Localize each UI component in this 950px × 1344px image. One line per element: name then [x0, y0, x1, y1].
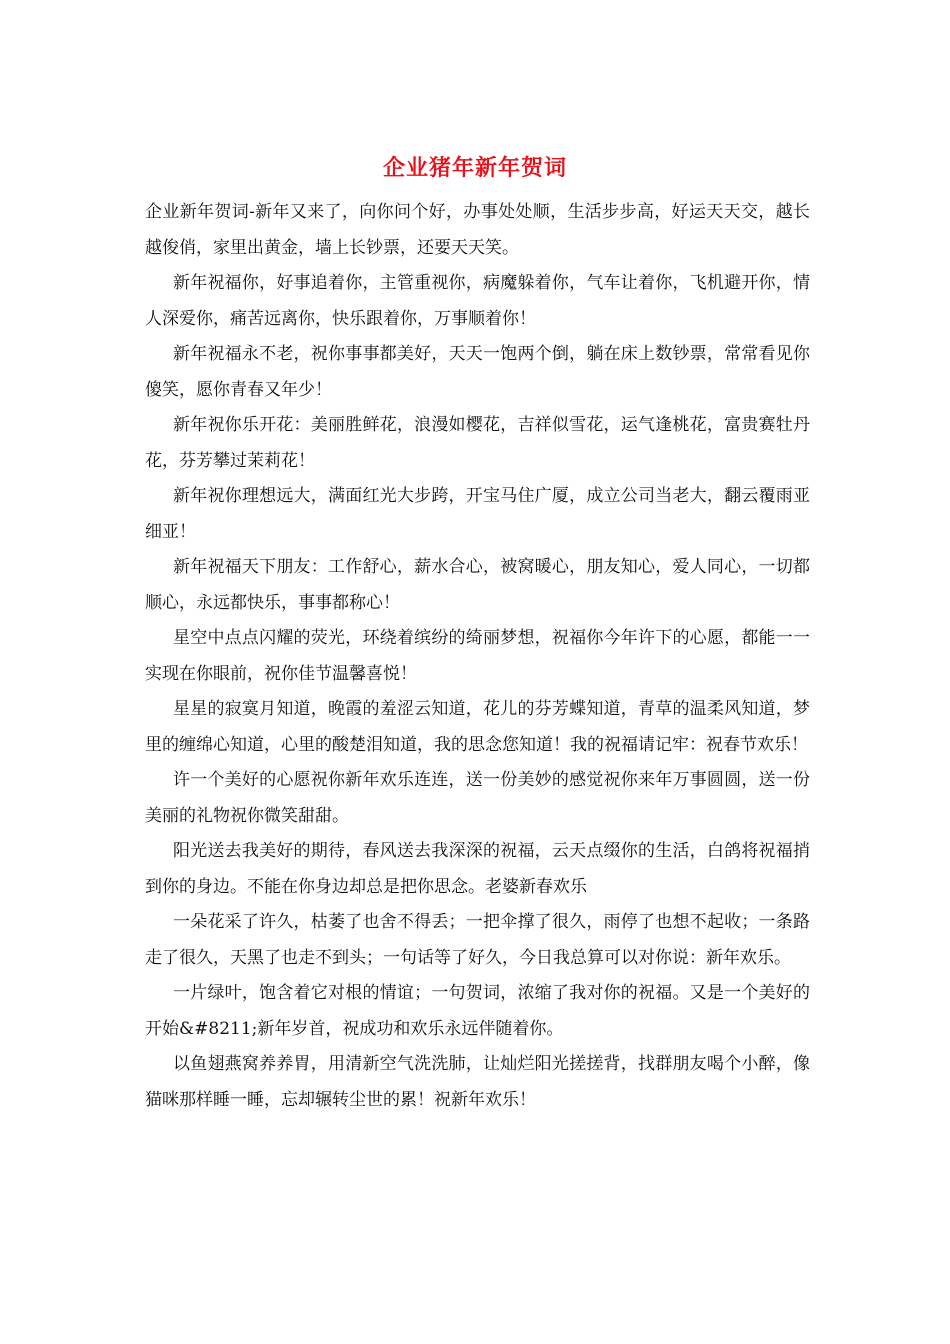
paragraph-10: 阳光送去我美好的期待，春风送去我深深的祝福，云天点缀你的生活，白鸽将祝福捎到你的身边。不能在你身边却总是把你思念。老婆新春欢乐: [145, 841, 810, 897]
paragraph-11: 一朵花采了许久，枯萎了也舍不得丢；一把伞撑了很久，雨停了也想不起收；一条路走了很久，天黑了也走不到头；一句话等了好久，今日我总算可以对你说：新年欢乐。: [145, 912, 810, 968]
paragraph-4: 新年祝你乐开花：美丽胜鲜花，浪漫如樱花，吉祥似雪花，运气逢桃花，富贵赛牡丹花，芬芳攀过茉莉花！: [145, 415, 810, 471]
document-title: 企业猪年新年贺词: [382, 155, 567, 181]
paragraph-6: 新年祝福天下朋友：工作舒心，薪水合心，被窝暖心，朋友知心，爱人同心，一切都顺心，永远都快乐，事事都称心！: [145, 557, 810, 613]
paragraph-13: 以鱼翅燕窝养养胃，用清新空气洗洗肺，让灿烂阳光搓搓背，找群朋友喝个小醉，像猫咪那样睡一睡，忘却辗转尘世的累！祝新年欢乐！: [145, 1054, 810, 1110]
paragraph-7: 星空中点点闪耀的荧光，环绕着缤纷的绮丽梦想，祝福你今年许下的心愿，都能一一实现在你眼前，祝你佳节温馨喜悦！: [145, 628, 810, 684]
paragraph-3: 新年祝福永不老，祝你事事都美好，天天一饱两个倒，躺在床上数钞票，常常看见你傻笑，愿你青春又年少！: [145, 344, 810, 400]
paragraph-5: 新年祝你理想远大，满面红光大步跨，开宝马住广厦，成立公司当老大，翻云覆雨亚细亚！: [145, 486, 810, 542]
paragraph-8: 星星的寂寞月知道，晚霞的羞涩云知道，花儿的芬芳蝶知道，青草的温柔风知道，梦里的缠绵心知道，心里的酸楚泪知道，我的思念您知道！我的祝福请记牢：祝春节欢乐！: [145, 699, 810, 755]
document-body: [145, 195, 810, 1118]
paragraph-2: 新年祝福你，好事追着你，主管重视你，病魔躲着你，气车让着你，飞机避开你，情人深爱你，痛苦远离你，快乐跟着你，万事顺着你！: [145, 273, 810, 329]
paragraph-12: 一片绿叶，饱含着它对根的情谊；一句贺词，浓缩了我对你的祝福。又是一个美好的开始&#8211;新年岁首，祝成功和欢乐永远伴随着你。: [145, 983, 810, 1039]
paragraph-9: 许一个美好的心愿祝你新年欢乐连连，送一份美妙的感觉祝你来年万事圆圆，送一份美丽的礼物祝你微笑甜甜。: [145, 770, 810, 826]
paragraph-1: 企业新年贺词-新年又来了，向你问个好，办事处处顺，生活步步高，好运天天交，越长越俊俏，家里出黄金，墙上长钞票，还要天天笑。: [145, 202, 810, 258]
